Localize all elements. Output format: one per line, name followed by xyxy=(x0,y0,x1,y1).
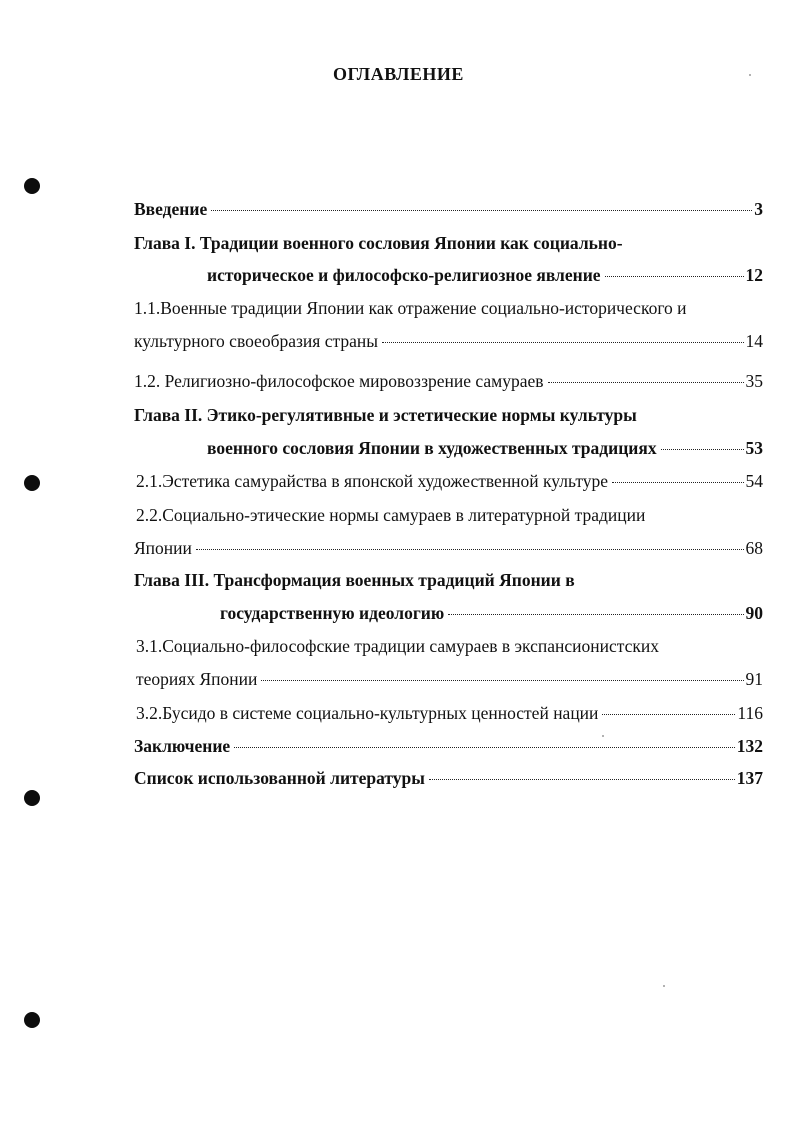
binder-hole-4 xyxy=(24,1012,40,1028)
toc-entry-section-2-2-cont[interactable] xyxy=(134,537,763,559)
toc-page-number: 68 xyxy=(745,538,763,558)
toc-entry-chapter-1[interactable] xyxy=(134,232,623,254)
toc-entry-chapter-2[interactable] xyxy=(134,404,637,426)
dot-leader xyxy=(261,680,743,681)
toc-entry-section-3-1-cont[interactable] xyxy=(136,668,763,690)
toc-page-number: 14 xyxy=(745,331,763,351)
toc-entry-section-1-2[interactable] xyxy=(134,370,763,392)
toc-entry-section-3-1[interactable] xyxy=(136,635,659,657)
toc-label: Введение xyxy=(134,199,208,219)
dot-leader xyxy=(661,449,744,450)
dot-leader xyxy=(196,549,744,550)
dot-leader xyxy=(429,779,735,780)
toc-entry-section-1-1-cont[interactable] xyxy=(134,330,763,352)
toc-page-number: 35 xyxy=(745,371,763,391)
toc-label: военного сословия Японии в художественных традициях xyxy=(207,438,657,458)
dot-leader xyxy=(605,276,744,277)
toc-label: Глава III. Трансформация военных традиций Японии в xyxy=(134,570,575,590)
toc-page-number: 54 xyxy=(745,471,763,491)
dot-leader xyxy=(211,210,752,211)
toc-label: Японии xyxy=(134,538,192,558)
toc-label: 3.2.Бусидо в системе социально-культурных ценностей нации xyxy=(136,703,599,723)
toc-label: 2.1.Эстетика самурайства в японской художественной культуре xyxy=(136,471,609,491)
toc-entry-chapter-2-cont[interactable] xyxy=(207,437,763,459)
toc-page-number: 91 xyxy=(745,669,763,689)
toc-page-number: 90 xyxy=(745,603,763,623)
toc-entry-intro[interactable] xyxy=(134,198,763,220)
binder-hole-3 xyxy=(24,790,40,806)
dot-leader xyxy=(612,482,743,483)
toc-page-number: 12 xyxy=(745,265,763,285)
toc-label: Список использованной литературы xyxy=(134,768,425,788)
toc-label: Глава II. Этико-регулятивные и эстетические нормы культуры xyxy=(134,405,637,425)
toc-label: 3.1.Социально-философские традиции самураев в экспансионистских xyxy=(136,636,659,656)
toc-entry-conclusion[interactable] xyxy=(134,735,763,757)
toc-entry-chapter-1-cont[interactable] xyxy=(207,264,763,286)
toc-page-number: 3 xyxy=(754,199,763,219)
toc-entry-chapter-3[interactable] xyxy=(134,569,575,591)
toc-entry-section-2-1[interactable] xyxy=(136,470,763,492)
toc-entry-references[interactable] xyxy=(134,767,763,789)
binder-hole-1 xyxy=(24,178,40,194)
toc-entry-section-2-2[interactable] xyxy=(136,504,645,526)
toc-page-number: 53 xyxy=(745,438,763,458)
toc-label: 1.1.Военные традиции Японии как отражение социально-исторического и xyxy=(134,298,687,318)
toc-label: теориях Японии xyxy=(136,669,258,689)
binder-hole-2 xyxy=(24,475,40,491)
dot-leader xyxy=(234,747,735,748)
toc-label: 1.2. Религиозно-философское мировоззрение самураев xyxy=(134,371,544,391)
dot-leader xyxy=(382,342,744,343)
dot-leader xyxy=(448,614,743,615)
scan-speck xyxy=(663,985,665,987)
toc-label: Глава I. Традиции военного сословия Японии как социально- xyxy=(134,233,623,253)
toc-entry-section-3-2[interactable] xyxy=(136,702,763,724)
toc-label: 2.2.Социально-этические нормы самураев в литературной традиции xyxy=(136,505,646,525)
page-title: ОГЛАВЛЕНИЕ xyxy=(333,64,464,84)
toc-entry-chapter-3-cont[interactable] xyxy=(220,602,763,624)
toc-label: историческое и философско-религиозное явление xyxy=(207,265,601,285)
toc-label: Заключение xyxy=(134,736,231,756)
toc-page-number: 132 xyxy=(736,736,763,756)
dot-leader xyxy=(548,382,744,383)
toc-entry-section-1-1[interactable] xyxy=(134,297,687,319)
dot-leader xyxy=(602,714,735,715)
toc-page-number: 116 xyxy=(737,703,763,723)
toc-page-number: 137 xyxy=(736,768,763,788)
toc-label: государственную идеологию xyxy=(220,603,445,623)
toc-label: культурного своеобразия страны xyxy=(134,331,378,351)
